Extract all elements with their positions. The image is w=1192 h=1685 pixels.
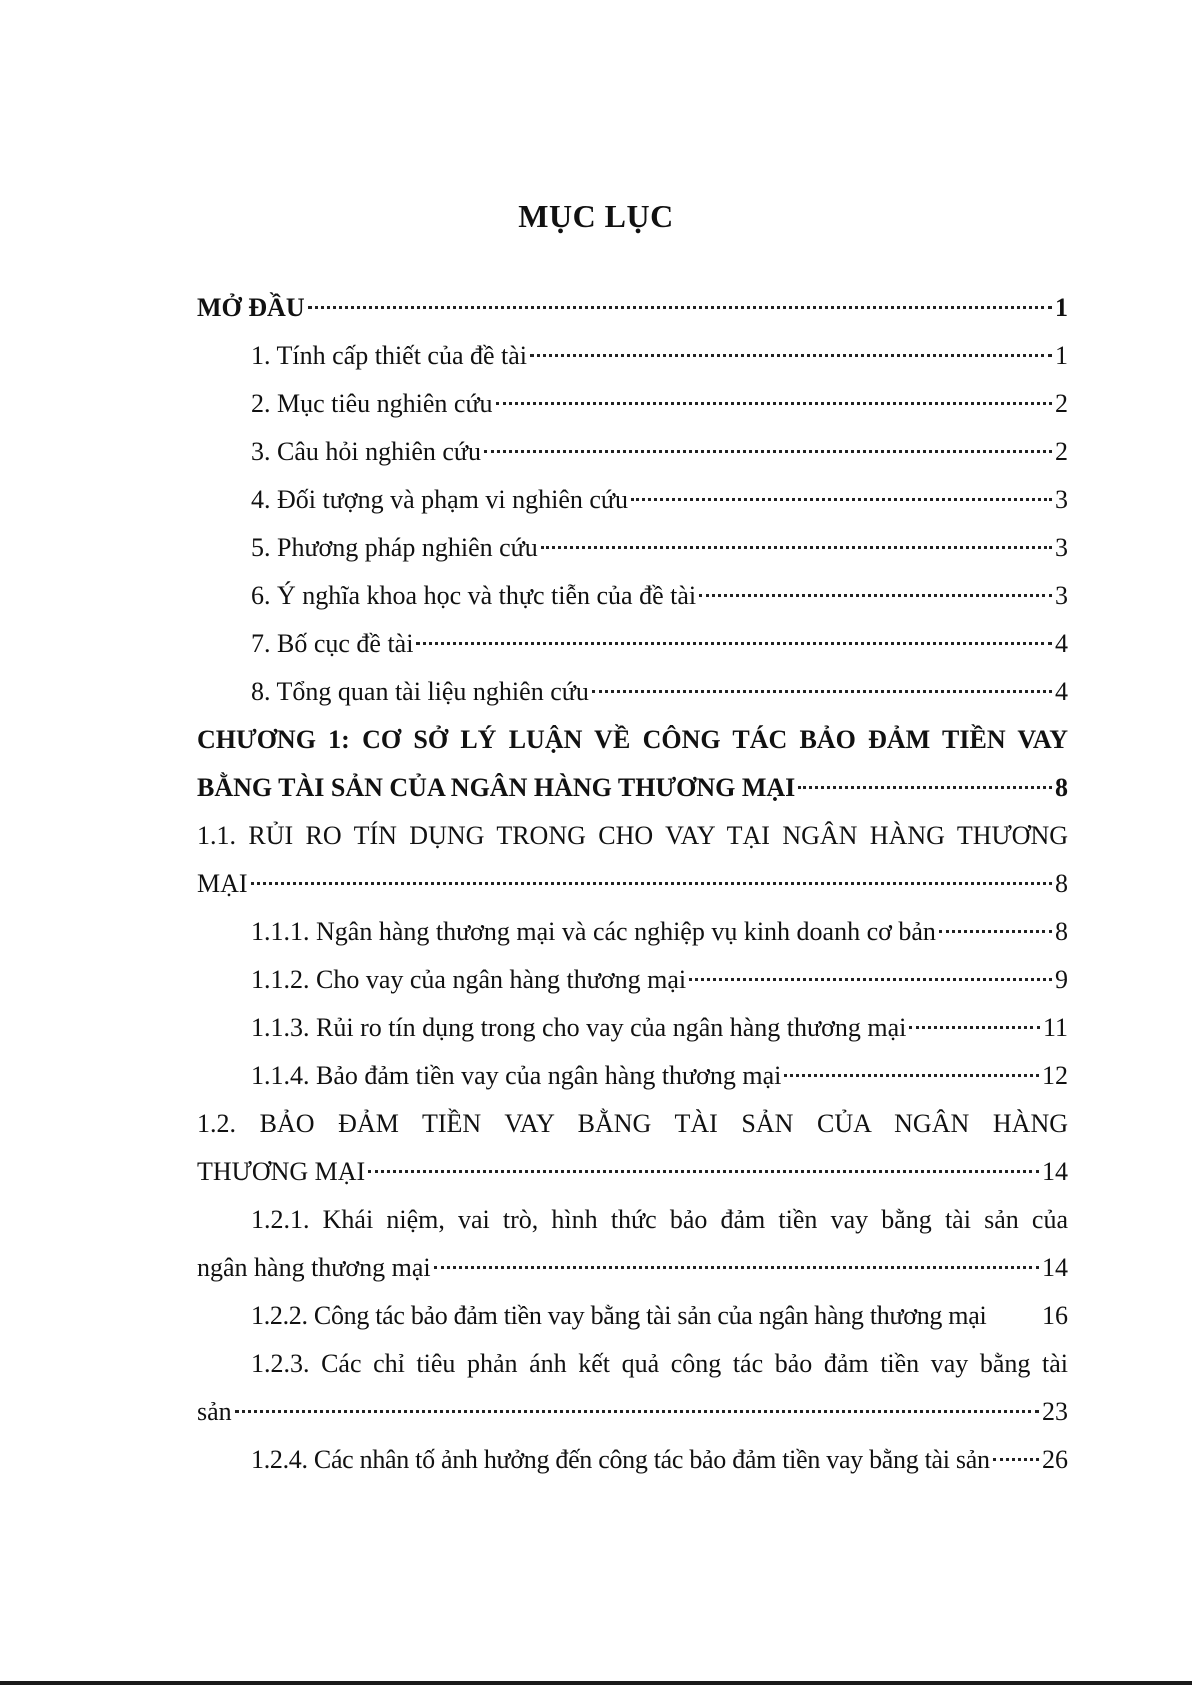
toc-page-number: 14 — [1042, 1157, 1068, 1186]
dot-leader — [484, 450, 1052, 453]
dot-leader — [434, 1266, 1039, 1269]
toc-entry-text-line2: ngân hàng thương mại — [197, 1253, 431, 1282]
toc-page-number: 11 — [1042, 1013, 1068, 1042]
toc-entry-text: 3. Câu hỏi nghiên cứu — [251, 437, 482, 466]
toc-page-number: 8 — [1055, 773, 1068, 802]
toc-entry-text-line1: 1.2.1. Khái niệm, vai trò, hình thức bảo đảm tiền vay bằng tài sản của — [251, 1205, 1068, 1234]
dot-leader — [993, 1458, 1039, 1461]
table-of-contents — [197, 284, 1068, 1484]
toc-entry-1-1 — [197, 812, 1068, 908]
toc-entry-text: 1.2.2. Công tác bảo đảm tiền vay bằng tài sản của ngân hàng thương mại — [251, 1301, 987, 1330]
toc-entry-1-2-2 — [197, 1292, 1068, 1340]
toc-entry-text-line1: 1.2.3. Các chỉ tiêu phản ánh kết quả công tác bảo đảm tiền vay bằng tài — [251, 1349, 1068, 1378]
toc-entry-1-2 — [197, 1100, 1068, 1196]
dot-leader — [496, 402, 1052, 405]
toc-page-number: 14 — [1042, 1253, 1068, 1282]
dot-leader — [308, 306, 1052, 309]
toc-entry-text-line1: 1.1. RỦI RO TÍN DỤNG TRONG CHO VAY TẠI NGÂN HÀNG THƯƠNG — [197, 821, 1068, 850]
toc-entry-mo-dau — [197, 284, 1068, 332]
dot-leader — [368, 1170, 1039, 1173]
toc-entry-text-line1: 1.2. BẢO ĐẢM TIỀN VAY BẰNG TÀI SẢN CỦA NGÂN HÀNG — [197, 1109, 1068, 1138]
dot-leader — [798, 786, 1052, 789]
toc-entry-1 — [197, 332, 1068, 380]
toc-page-number: 8 — [1055, 917, 1068, 946]
toc-entry-text: 2. Mục tiêu nghiên cứu — [251, 389, 493, 418]
toc-entry-1-1-1 — [197, 908, 1068, 956]
dot-leader — [251, 882, 1052, 885]
toc-entry-1-1-4 — [197, 1052, 1068, 1100]
toc-entry-7 — [197, 620, 1068, 668]
toc-entry-3 — [197, 428, 1068, 476]
toc-entry-text: 5. Phương pháp nghiên cứu — [251, 533, 538, 562]
toc-page-number: 3 — [1055, 581, 1068, 610]
dot-leader — [541, 546, 1052, 549]
toc-entry-text-line2: MẠI — [197, 869, 248, 898]
toc-page-number: 3 — [1055, 533, 1068, 562]
dot-leader — [631, 498, 1052, 501]
toc-page-number: 26 — [1042, 1445, 1068, 1474]
toc-page-number: 4 — [1055, 629, 1068, 658]
toc-entry-2 — [197, 380, 1068, 428]
toc-entry-text: 8. Tổng quan tài liệu nghiên cứu — [251, 677, 589, 706]
toc-page-number: 3 — [1055, 485, 1068, 514]
dot-leader — [689, 978, 1052, 981]
toc-entry-text: 1.1.4. Bảo đảm tiền vay của ngân hàng thương mại — [251, 1061, 782, 1090]
toc-entry-text: 1.2.4. Các nhân tố ảnh hưởng đến công tác bảo đảm tiền vay bằng tài sản — [251, 1445, 990, 1474]
toc-entry-chuong-1 — [197, 716, 1068, 812]
dot-leader — [939, 930, 1052, 933]
toc-page-number: 23 — [1042, 1397, 1068, 1426]
toc-entry-6 — [197, 572, 1068, 620]
page-title: MỤC LỤC — [518, 198, 674, 234]
toc-entry-text: 1.1.3. Rủi ro tín dụng trong cho vay của ngân hàng thương mại — [251, 1013, 907, 1042]
toc-page-number: 2 — [1055, 437, 1068, 466]
toc-page-number: 16 — [1042, 1301, 1068, 1330]
toc-entry-1-2-3 — [197, 1340, 1068, 1436]
toc-entry-8 — [197, 668, 1068, 716]
toc-entry-1-2-1 — [197, 1196, 1068, 1292]
toc-entry-text-line2: sản — [197, 1397, 232, 1426]
toc-page-number: 4 — [1055, 677, 1068, 706]
toc-entry-1-2-4 — [197, 1436, 1068, 1484]
toc-entry-text: MỞ ĐẦU — [197, 293, 305, 322]
toc-page-number: 12 — [1042, 1061, 1068, 1090]
page-bottom-edge — [0, 1681, 1192, 1685]
dot-leader — [416, 642, 1052, 645]
toc-entry-text: 6. Ý nghĩa khoa học và thực tiễn của đề tài — [251, 581, 697, 610]
dot-leader — [909, 1026, 1040, 1029]
toc-entry-text-line2: BẰNG TÀI SẢN CỦA NGÂN HÀNG THƯƠNG MẠI — [197, 773, 796, 802]
toc-page-number: 8 — [1055, 869, 1068, 898]
dot-leader — [784, 1074, 1039, 1077]
toc-entry-text: 1.1.1. Ngân hàng thương mại và các nghiệp vụ kinh doanh cơ bản — [251, 917, 936, 946]
toc-entry-text: 7. Bố cục đề tài — [251, 629, 414, 658]
dot-leader — [988, 1314, 1040, 1317]
toc-page-number: 2 — [1055, 389, 1068, 418]
toc-page-number: 9 — [1055, 965, 1068, 994]
toc-page-number: 1 — [1055, 341, 1068, 370]
toc-page-number: 1 — [1055, 293, 1068, 322]
toc-entry-1-1-3 — [197, 1004, 1068, 1052]
toc-entry-5 — [197, 524, 1068, 572]
toc-entry-text: 1.1.2. Cho vay của ngân hàng thương mại — [251, 965, 687, 994]
toc-entry-1-1-2 — [197, 956, 1068, 1004]
dot-leader — [235, 1410, 1039, 1413]
toc-entry-text: 4. Đối tượng và phạm vi nghiên cứu — [251, 485, 628, 514]
dot-leader — [530, 354, 1052, 357]
toc-entry-text-line2: THƯƠNG MẠI — [197, 1157, 366, 1186]
dot-leader — [592, 690, 1052, 693]
dot-leader — [699, 594, 1052, 597]
toc-entry-4 — [197, 476, 1068, 524]
toc-entry-text: 1. Tính cấp thiết của đề tài — [251, 341, 528, 370]
toc-entry-text-line1: CHƯƠNG 1: CƠ SỞ LÝ LUẬN VỀ CÔNG TÁC BẢO ĐẢM TIỀN VAY — [197, 725, 1068, 754]
